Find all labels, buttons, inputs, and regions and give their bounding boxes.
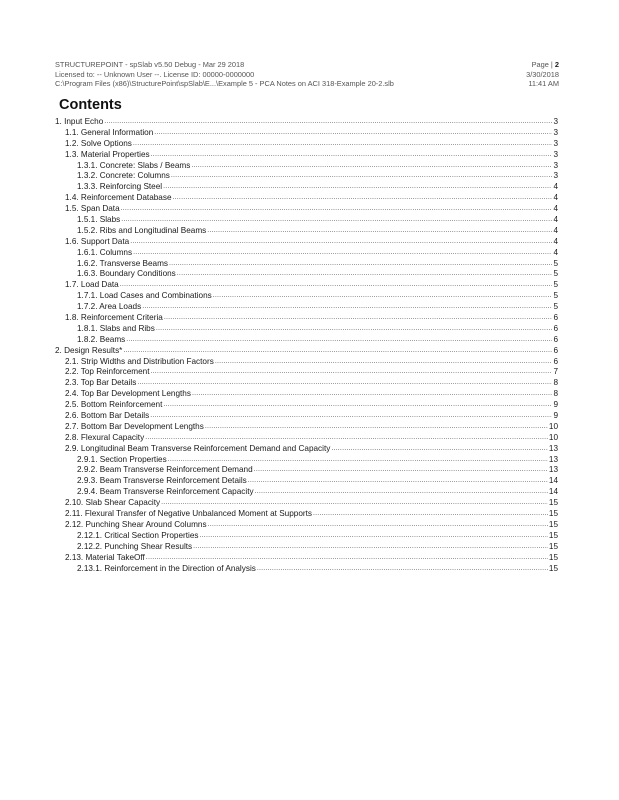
toc-dot-leader: [254, 465, 548, 476]
toc-entry-label: 1.8.2. Beams: [77, 334, 126, 344]
toc-dot-leader: [123, 346, 552, 357]
toc-dot-leader: [255, 487, 548, 498]
toc-dot-leader: [133, 139, 553, 150]
toc-entry-page-number: 13: [548, 454, 558, 464]
toc-dot-leader: [150, 411, 552, 422]
header-program-line: STRUCTUREPOINT - spSlab v5.50 Debug - Mar 29 2018: [55, 60, 245, 69]
toc-dot-leader: [163, 182, 552, 193]
toc-dot-leader: [257, 564, 548, 575]
toc-dot-leader: [163, 400, 552, 411]
toc-entry-page-number: 3: [553, 171, 558, 181]
contents-title: Contents: [59, 97, 122, 113]
toc-entry-label: 1.8.1. Slabs and Ribs: [77, 323, 155, 333]
toc-dot-leader: [121, 215, 552, 226]
toc-dot-leader: [146, 553, 548, 564]
toc-dot-leader: [208, 520, 548, 531]
toc-dot-leader: [248, 476, 548, 487]
toc-entry-label: 1.6.3. Boundary Conditions: [77, 269, 176, 279]
toc-entry-page-number: 4: [553, 247, 558, 257]
toc-entry[interactable]: [55, 117, 558, 128]
toc-dot-leader: [193, 542, 548, 553]
toc-entry[interactable]: [55, 378, 558, 389]
toc-entry[interactable]: [55, 411, 558, 422]
toc-entry-label: 2.3. Top Bar Details: [65, 378, 137, 388]
header-right: [526, 60, 559, 89]
toc-entry-label: 2.12. Punching Shear Around Columns: [65, 519, 207, 529]
toc-entry[interactable]: [55, 444, 558, 455]
toc-dot-leader: [120, 280, 553, 291]
toc-entry-page-number: 15: [548, 541, 558, 551]
toc-entry[interactable]: [55, 564, 558, 575]
toc-entry[interactable]: [55, 269, 558, 280]
toc-dot-leader: [215, 357, 553, 368]
toc-entry-label: 2.6. Bottom Bar Details: [65, 411, 150, 421]
toc-entry-page-number: 6: [553, 323, 558, 333]
toc-dot-leader: [173, 193, 553, 204]
toc-entry[interactable]: [55, 248, 558, 259]
toc-entry-label: 1.5.2. Ribs and Longitudinal Beams: [77, 225, 207, 235]
toc-entry[interactable]: [55, 302, 558, 313]
header-time: 11:41 AM: [528, 79, 559, 89]
toc-entry[interactable]: [55, 520, 558, 531]
toc-dot-leader: [126, 335, 552, 346]
toc-entry-label: 2.4. Top Bar Development Lengths: [65, 389, 191, 399]
toc-entry-label: 2.8. Flexural Capacity: [65, 432, 145, 442]
toc-entry-page-number: 10: [548, 421, 558, 431]
toc-entry-page-number: 15: [548, 563, 558, 573]
toc-entry-page-number: 15: [548, 519, 558, 529]
toc-entry[interactable]: [55, 161, 558, 172]
toc-entry-page-number: 15: [548, 509, 558, 519]
toc-dot-leader: [154, 128, 552, 139]
toc-entry-page-number: 8: [553, 389, 558, 399]
toc-entry-page-number: 13: [548, 465, 558, 475]
toc-entry-page-number: 4: [553, 225, 558, 235]
toc-entry-page-number: 4: [553, 204, 558, 214]
toc-dot-leader: [151, 150, 553, 161]
toc-entry[interactable]: [55, 335, 558, 346]
toc-entry-page-number: 15: [548, 498, 558, 508]
toc-entry-page-number: 5: [553, 302, 558, 312]
toc-entry[interactable]: [55, 346, 558, 357]
toc-entry-label: 1.2. Solve Options: [65, 138, 132, 148]
toc-dot-leader: [151, 367, 553, 378]
toc-entry[interactable]: [55, 357, 558, 368]
toc-entry-page-number: 3: [553, 116, 558, 126]
toc-entry-label: 2.7. Bottom Bar Development Lengths: [65, 421, 204, 431]
toc-entry[interactable]: [55, 542, 558, 553]
toc-dot-leader: [192, 389, 553, 400]
toc-entry[interactable]: [55, 226, 558, 237]
toc-entry-label: 2.9. Longitudinal Beam Transverse Reinforcement Demand and Capacity: [65, 443, 331, 453]
toc-entry-page-number: 5: [553, 258, 558, 268]
toc-entry-label: 2.9.1. Section Properties: [77, 454, 167, 464]
toc-entry[interactable]: [55, 476, 558, 487]
toc-entry-label: 1.7. Load Data: [65, 280, 119, 290]
toc-entry-label: 2.2. Top Reinforcement: [65, 367, 150, 377]
toc-entry[interactable]: [55, 182, 558, 193]
toc-entry[interactable]: [55, 324, 558, 335]
toc-entry-label: 1.3.2. Concrete: Columns: [77, 171, 170, 181]
table-of-contents: [55, 117, 558, 574]
toc-entry-page-number: 4: [553, 215, 558, 224]
toc-entry-label: 2.13.1. Reinforcement in the Direction of Analysis: [77, 563, 256, 573]
toc-entry-page-number: 14: [548, 476, 558, 486]
toc-entry-label: 1.3.3. Reinforcing Steel: [77, 182, 163, 192]
toc-entry-label: 2.11. Flexural Transfer of Negative Unbalanced Moment at Supports: [65, 509, 312, 519]
toc-entry[interactable]: [55, 259, 558, 270]
toc-dot-leader: [171, 171, 553, 182]
toc-entry-page-number: 3: [553, 160, 558, 170]
toc-entry[interactable]: [55, 139, 558, 150]
toc-entry-label: 1.7.2. Area Loads: [77, 302, 142, 312]
toc-entry[interactable]: [55, 204, 558, 215]
toc-entry-label: 2.10. Slab Shear Capacity: [65, 498, 161, 508]
toc-entry[interactable]: [55, 215, 558, 226]
toc-entry-page-number: 6: [553, 334, 558, 344]
toc-dot-leader: [191, 161, 552, 172]
toc-entry-label: 1.5. Span Data: [65, 204, 120, 214]
toc-entry[interactable]: [55, 280, 558, 291]
toc-entry-label: 2.13. Material TakeOff: [65, 552, 145, 562]
toc-entry-page-number: 4: [553, 236, 558, 246]
toc-entry-label: 1.7.1. Load Cases and Combinations: [77, 291, 212, 301]
toc-dot-leader: [104, 117, 552, 128]
toc-entry[interactable]: [55, 237, 558, 248]
toc-dot-leader: [331, 444, 548, 455]
toc-dot-leader: [177, 269, 553, 280]
toc-entry-page-number: 9: [553, 411, 558, 421]
toc-entry-page-number: 4: [553, 193, 558, 203]
toc-entry[interactable]: [55, 498, 558, 509]
header-date: 3/30/2018: [526, 69, 559, 79]
toc-entry-label: 2.5. Bottom Reinforcement: [65, 400, 163, 410]
toc-entry-label: 2.12.1. Critical Section Properties: [77, 530, 199, 540]
toc-entry[interactable]: [55, 487, 558, 498]
toc-entry[interactable]: [55, 531, 558, 542]
toc-entry[interactable]: [55, 466, 558, 477]
toc-entry-page-number: 15: [548, 552, 558, 562]
toc-entry[interactable]: [55, 171, 558, 182]
toc-entry-label: 1.8. Reinforcement Criteria: [65, 313, 163, 323]
toc-entry-page-number: 6: [553, 356, 558, 366]
toc-entry-label: 1.3.1. Concrete: Slabs / Beams: [77, 160, 191, 170]
toc-entry-label: 1.6.2. Transverse Beams: [77, 258, 169, 268]
toc-entry-page-number: 7: [553, 367, 558, 377]
toc-entry-page-number: 3: [553, 138, 558, 148]
toc-entry-page-number: 14: [548, 487, 558, 497]
toc-entry[interactable]: [55, 433, 558, 444]
toc-dot-leader: [313, 509, 548, 520]
toc-entry[interactable]: [55, 313, 558, 324]
toc-entry-label: 1.4. Reinforcement Database: [65, 193, 172, 203]
toc-entry-page-number: 6: [553, 345, 558, 355]
toc-dot-leader: [161, 498, 548, 509]
toc-entry-page-number: 3: [553, 149, 558, 159]
toc-dot-leader: [130, 237, 552, 248]
header-left: [55, 60, 394, 89]
toc-entry-label: 1.3. Material Properties: [65, 149, 150, 159]
toc-dot-leader: [145, 433, 548, 444]
toc-dot-leader: [133, 248, 552, 259]
toc-dot-leader: [207, 226, 552, 237]
page-number: 2: [554, 60, 559, 69]
toc-dot-leader: [169, 259, 552, 270]
toc-entry[interactable]: [55, 455, 558, 466]
toc-entry-page-number: 4: [553, 182, 558, 192]
toc-entry-page-number: 13: [548, 443, 558, 453]
toc-entry-page-number: 8: [553, 378, 558, 388]
toc-entry[interactable]: [55, 128, 558, 139]
toc-entry-label: 1.1. General Information: [65, 127, 154, 137]
toc-dot-leader: [213, 291, 553, 302]
toc-dot-leader: [137, 378, 552, 389]
toc-entry[interactable]: [55, 553, 558, 564]
toc-entry-label: 1. Input Echo: [55, 116, 104, 126]
toc-entry-label: 1.6.1. Columns: [77, 247, 133, 257]
toc-entry-label: 2.9.4. Beam Transverse Reinforcement Capacity: [77, 487, 254, 497]
toc-entry-label: 2.12.2. Punching Shear Results: [77, 541, 193, 551]
header-page-indicator: [526, 60, 559, 70]
toc-entry-page-number: 5: [553, 280, 558, 290]
header-license-line: Licensed to: -- Unknown User --. License ID: 00000-0000000: [55, 69, 255, 79]
toc-entry[interactable]: [55, 400, 558, 411]
toc-entry-label: 1.5.1. Slabs: [77, 215, 121, 224]
toc-entry[interactable]: [55, 367, 558, 378]
toc-entry-label: 2.9.2. Beam Transverse Reinforcement Demand: [77, 465, 253, 475]
toc-entry-label: 2.1. Strip Widths and Distribution Factors: [65, 356, 214, 366]
toc-entry[interactable]: [55, 509, 558, 520]
toc-dot-leader: [121, 204, 553, 215]
toc-entry-page-number: 10: [548, 432, 558, 442]
toc-dot-leader: [168, 455, 548, 466]
page-label: Page |: [531, 60, 555, 69]
toc-entry-page-number: 15: [548, 530, 558, 540]
toc-entry[interactable]: [55, 291, 558, 302]
toc-dot-leader: [200, 531, 548, 542]
toc-entry-page-number: 6: [553, 313, 558, 323]
toc-entry-label: 2.9.3. Beam Transverse Reinforcement Details: [77, 476, 247, 486]
toc-entry-page-number: 3: [553, 127, 558, 137]
toc-entry[interactable]: [55, 150, 558, 161]
toc-entry-label: 2. Design Results*: [55, 345, 123, 355]
toc-entry-page-number: 9: [553, 400, 558, 410]
toc-dot-leader: [156, 324, 553, 335]
toc-dot-leader: [205, 422, 548, 433]
toc-entry[interactable]: [55, 389, 558, 400]
toc-dot-leader: [164, 313, 553, 324]
toc-entry[interactable]: [55, 422, 558, 433]
header-file-path-line: C:\Program Files (x86)\StructurePoint\spSlab\E...\Example 5 - PCA Notes on ACI 318-Example 20-2.slb: [55, 79, 394, 89]
toc-entry[interactable]: [55, 193, 558, 204]
toc-entry-page-number: 5: [553, 269, 558, 279]
toc-entry-page-number: 5: [553, 291, 558, 301]
toc-dot-leader: [142, 302, 552, 313]
toc-entry-label: 1.6. Support Data: [65, 236, 130, 246]
